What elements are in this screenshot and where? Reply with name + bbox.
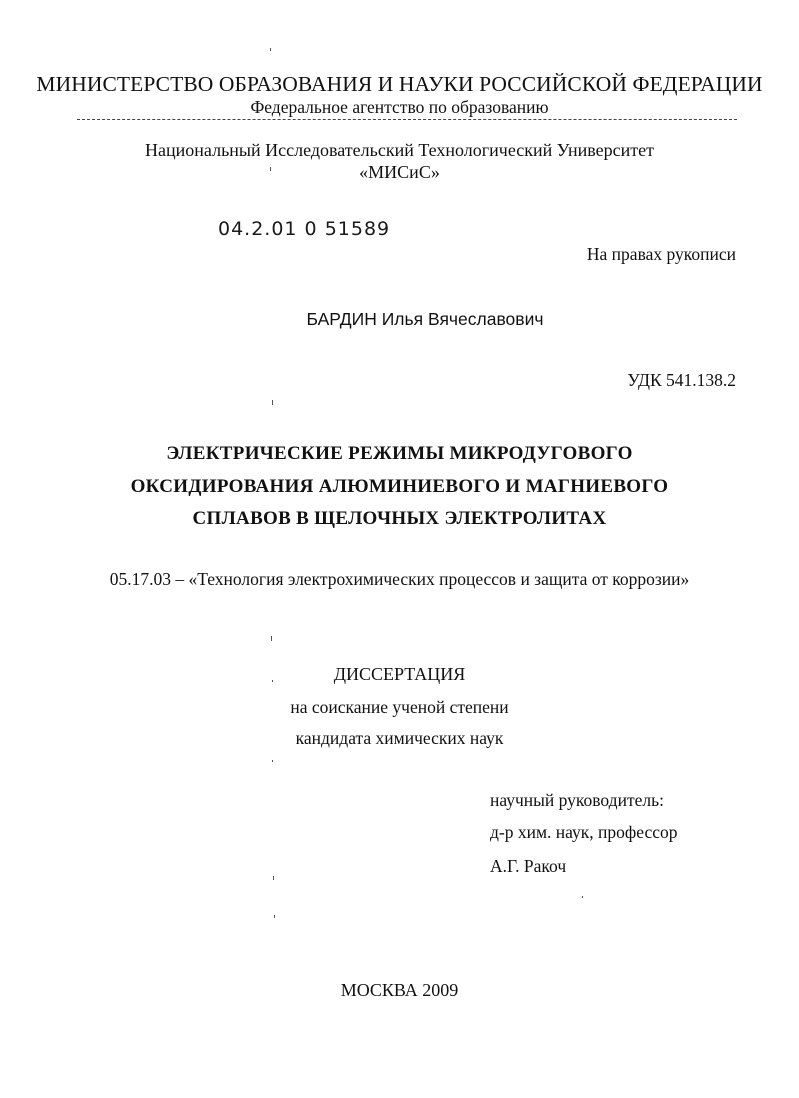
thesis-title-line-3: СПЛАВОВ В ЩЕЛОЧНЫХ ЭЛЕКТРОЛИТАХ: [192, 508, 607, 529]
university-abbreviation: «МИСиС»: [359, 162, 440, 182]
ministry-name: МИНИСТЕРСТВО ОБРАЗОВАНИЯ И НАУКИ РОССИЙСКОЙ ФЕДЕРАЦИИ: [36, 72, 763, 96]
author-name: БАРДИН Илья Вячеславович: [306, 309, 544, 329]
scan-speck: [272, 760, 273, 762]
specialty-code: 05.17.03 – «Технология электрохимических процессов и защита от коррозии»: [109, 569, 690, 589]
udk-code: УДК 541.138.2: [627, 370, 736, 390]
thesis-title-line-2: ОКСИДИРОВАНИЯ АЛЮМИНИЕВОГО И МАГНИЕВОГО: [130, 476, 669, 497]
city-year: МОСКВА 2009: [340, 980, 459, 1000]
scan-speck: [271, 636, 272, 641]
dissertation-label: ДИССЕРТАЦИЯ: [333, 664, 466, 684]
scan-speck: [272, 680, 273, 682]
thesis-title-line-1: ЭЛЕКТРИЧЕСКИЕ РЕЖИМЫ МИКРОДУГОВОГО: [166, 443, 633, 464]
manuscript-rights-note: На правах рукописи: [586, 244, 736, 264]
supervisor-title: д-р хим. наук, профессор: [490, 822, 678, 842]
agency-name: Федеральное агентство по образованию: [250, 97, 549, 117]
degree-line-1: на соискание ученой степени: [290, 697, 509, 717]
scan-speck: [273, 876, 274, 880]
scan-speck: [272, 400, 273, 405]
supervisor-name: А.Г. Ракоч: [490, 856, 567, 876]
archive-number-stamp: 04.2.01 0 51589: [218, 218, 391, 240]
degree-line-2: кандидата химических наук: [295, 728, 504, 748]
scan-speck: [582, 896, 583, 898]
scan-speck: [270, 48, 271, 51]
header-divider: [77, 119, 737, 120]
university-name: Национальный Исследовательский Технологический Университет: [145, 140, 654, 160]
scan-speck: [270, 167, 271, 171]
supervisor-role: научный руководитель:: [490, 790, 664, 810]
scan-speck: [274, 915, 275, 918]
